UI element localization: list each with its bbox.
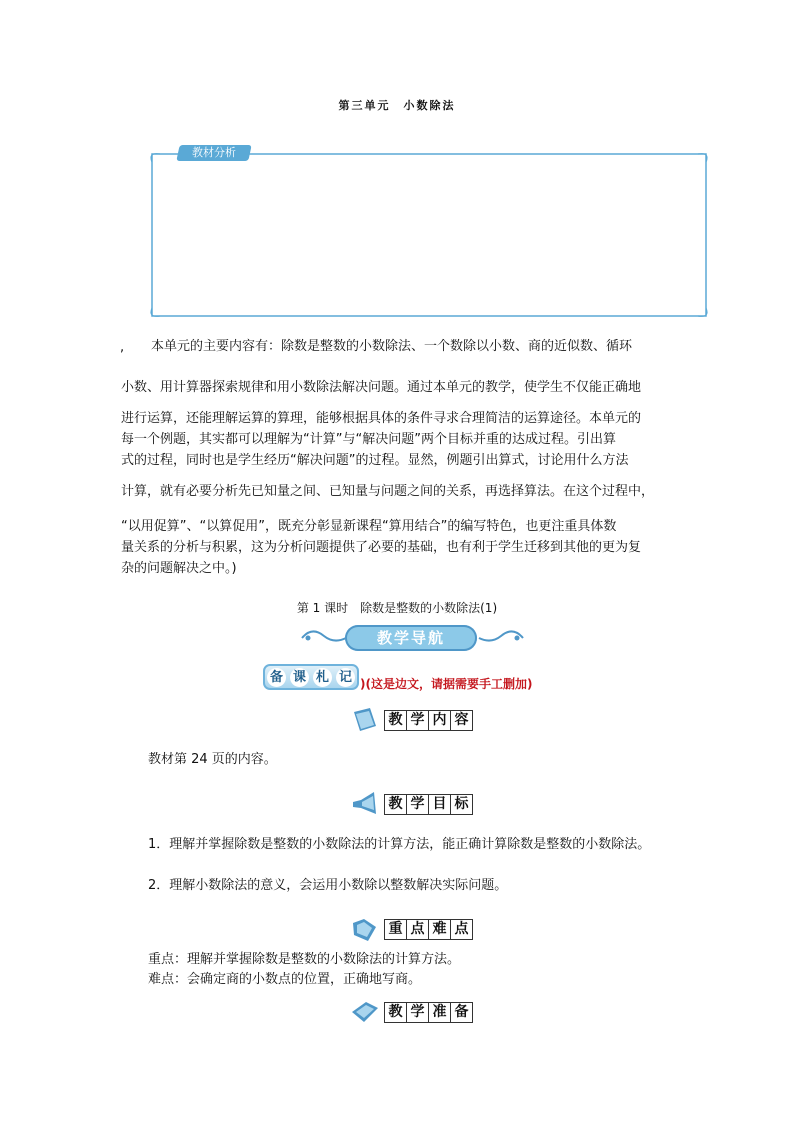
section-char: 容 (454, 711, 469, 728)
intro-line: 每一个例题，其实都可以理解为“计算”与“解决问题”两个目标并重的达成过程。引出算 (121, 432, 616, 447)
section-header-prep (350, 998, 473, 1026)
memo-char: 记 (336, 668, 355, 687)
memo-note: )(这是边文，请据需要手工删加) (360, 677, 533, 691)
intro-line: 量关系的分析与积累，这为分析问题提供了必要的基础，也有利于学生迁移到其他的更为复 (121, 540, 642, 555)
section-char: 内 (429, 711, 451, 730)
goal-item: 2．理解小数除法的意义，会运用小数除以整数解决实际问题。 (148, 878, 508, 893)
section-char: 教 (385, 795, 407, 814)
memo-badge (263, 664, 359, 690)
memo-char: 备 (267, 668, 286, 687)
memo-char: 札 (313, 668, 332, 687)
section-char: 教 (385, 711, 407, 730)
intro-line: 进行运算，还能理解运算的算理，能够根据具体的条件寻求合理简洁的运算途径。本单元的 (121, 411, 642, 426)
intro-line: 小数、用计算器探索规律和用小数除法解决问题。通过本单元的教学，使学生不仅能正确地 (121, 380, 642, 395)
folder-icon (350, 915, 380, 943)
lesson-title: 第 1 课时 除数是整数的小数除法(1) (296, 601, 498, 615)
section-header-content (350, 706, 473, 734)
key-point-line: 重点：理解并掌握除数是整数的小数除法的计算方法。 (148, 952, 461, 967)
section-char: 教 (385, 1003, 407, 1022)
memo-char: 课 (290, 668, 309, 687)
section-char: 备 (454, 1003, 469, 1020)
intro-lead-mark: , (120, 340, 125, 355)
section-char: 准 (429, 1003, 451, 1022)
speaker-icon (350, 790, 380, 818)
analysis-tab: 教材分析 (176, 145, 251, 161)
intro-line: 杂的问题解决之中。) (121, 561, 237, 576)
nav-banner: 教学导航 (345, 625, 477, 651)
section-char: 学 (407, 795, 429, 814)
intro-line: “以用促算”、“以算促用”，既充分彰显新课程“算用结合”的编写特色，也更注重具体数 (121, 519, 617, 534)
book-icon (350, 706, 380, 734)
section-char: 点 (407, 920, 429, 939)
key-point-line: 难点：会确定商的小数点的位置，正确地写商。 (148, 972, 422, 987)
intro-line: 计算，就有必要分析先已知量之间、已知量与问题之间的关系，再选择算法。在这个过程中， (121, 484, 655, 499)
section-header-key-points (350, 915, 473, 943)
intro-line: 式的过程，同时也是学生经历“解决问题”的过程。显然，例题引出算式，讨论用什么方法 (121, 453, 629, 468)
section-char: 学 (407, 711, 429, 730)
unit-title: 第三单元 小数除法 (338, 99, 456, 112)
section-char: 目 (429, 795, 451, 814)
analysis-frame (148, 148, 710, 322)
section-header-goals (350, 790, 473, 818)
section-char: 学 (407, 1003, 429, 1022)
goal-item: 1．理解并掌握除数是整数的小数除法的计算方法，能正确计算除数是整数的小数除法。 (148, 837, 651, 852)
section-char: 重 (385, 920, 407, 939)
content-text: 教材第 24 页的内容。 (148, 752, 277, 767)
section-char: 难 (429, 920, 451, 939)
intro-line: 本单元的主要内容有：除数是整数的小数除法、一个数除以小数、商的近似数、循环 (151, 339, 633, 354)
section-char: 标 (454, 795, 469, 812)
book-stack-icon (350, 998, 380, 1026)
section-char: 点 (454, 920, 469, 937)
